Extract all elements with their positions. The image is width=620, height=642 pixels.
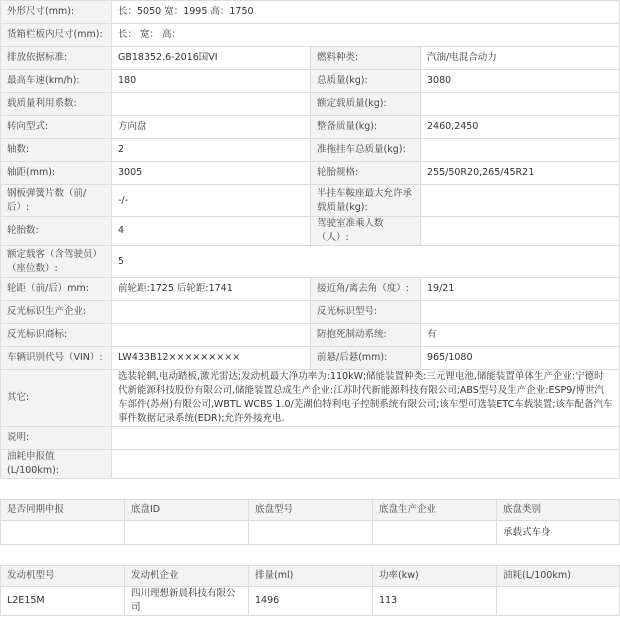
- spec-label: 反光标识生产企业:: [1, 301, 112, 324]
- chassis-header-cell: 底盘ID: [125, 500, 249, 521]
- spec-row: [1, 162, 620, 185]
- spec-value: LW433B12×××××××××: [112, 347, 311, 370]
- spec-label: 前悬/后悬(mm):: [311, 347, 421, 370]
- engine-header-cell: 发动机型号: [1, 566, 125, 587]
- chassis-header-cell: 底盘生产企业: [373, 500, 497, 521]
- spec-row: [1, 70, 620, 93]
- spec-label: 总质量(kg):: [311, 70, 421, 93]
- spec-label: 轮距（前/后）mm:: [1, 278, 112, 301]
- engine-cell: 113: [373, 587, 497, 616]
- spec-label: 驾驶室准乘人数（人）:: [311, 217, 421, 246]
- chassis-header-cell: 是否同期申报: [1, 500, 125, 521]
- spec-label: 反光标识商标:: [1, 324, 112, 347]
- spec-value: 180: [112, 70, 311, 93]
- spec-value: [421, 185, 620, 217]
- chassis-header-row: [1, 500, 620, 521]
- spec-row: [1, 427, 620, 450]
- engine-cell: 四川理想新晨科技有限公司: [125, 587, 249, 616]
- chassis-header-cell: 底盘类别: [497, 500, 620, 521]
- spec-value: 方向盘: [112, 116, 311, 139]
- spec-row: [1, 278, 620, 301]
- spec-label: 排放依据标准:: [1, 47, 112, 70]
- spec-row: [1, 139, 620, 162]
- engine-table: [0, 565, 620, 616]
- spec-value: 长： 宽： 高：: [112, 24, 620, 47]
- engine-header-cell: 排量(ml): [249, 566, 373, 587]
- spec-value: [421, 217, 620, 246]
- engine-header-row: [1, 566, 620, 587]
- spec-value: 3005: [112, 162, 311, 185]
- spec-label: 载质量利用系数:: [1, 93, 112, 116]
- spec-value: [421, 139, 620, 162]
- spec-label: 轴距(mm):: [1, 162, 112, 185]
- spec-label: 防抱死制动系统:: [311, 324, 421, 347]
- spec-label: 整备质量(kg):: [311, 116, 421, 139]
- spec-row: [1, 1, 620, 24]
- spec-value: 长：5050 宽：1995 高：1750: [112, 1, 620, 24]
- chassis-cell: [249, 521, 373, 545]
- spec-label: 其它:: [1, 370, 112, 427]
- spec-label: 说明:: [1, 427, 112, 450]
- spec-row: [1, 370, 620, 427]
- spec-row: [1, 301, 620, 324]
- spec-value: -/-: [112, 185, 311, 217]
- table-row: [1, 521, 620, 545]
- spec-row: [1, 185, 620, 217]
- spec-row: [1, 93, 620, 116]
- spec-label: 轴数:: [1, 139, 112, 162]
- spec-value: 19/21: [421, 278, 620, 301]
- chassis-table: [0, 499, 620, 545]
- spec-value: [112, 301, 311, 324]
- spec-row: [1, 324, 620, 347]
- spec-label: 额定载客（含驾驶员）（座位数）:: [1, 246, 112, 278]
- spec-value: [421, 93, 620, 116]
- spec-label: 外形尺寸(mm):: [1, 1, 112, 24]
- spec-label: 钢板弹簧片数（前/后）:: [1, 185, 112, 217]
- spec-label: 车辆识别代号（VIN）:: [1, 347, 112, 370]
- engine-cell: [497, 587, 620, 616]
- chassis-cell: 承载式车身: [497, 521, 620, 545]
- engine-cell: 1496: [249, 587, 373, 616]
- spec-row: [1, 47, 620, 70]
- spec-label: 反光标识型号:: [311, 301, 421, 324]
- chassis-cell: [125, 521, 249, 545]
- spec-value: 2: [112, 139, 311, 162]
- spec-value: [112, 427, 620, 450]
- spec-label: 货箱栏板内尺寸(mm):: [1, 24, 112, 47]
- chassis-cell: [373, 521, 497, 545]
- spec-label: 转向型式:: [1, 116, 112, 139]
- spec-label: 额定载质量(kg):: [311, 93, 421, 116]
- chassis-cell: [1, 521, 125, 545]
- spec-value: 汽油/电混合动力: [421, 47, 620, 70]
- engine-header-cell: 功率(kw): [373, 566, 497, 587]
- spec-row: [1, 24, 620, 47]
- spec-value: [112, 450, 620, 479]
- spec-label: 接近角/离去角（度）:: [311, 278, 421, 301]
- spec-value: [112, 93, 311, 116]
- engine-header-cell: 油耗(L/100km): [497, 566, 620, 587]
- section-gap: [0, 479, 620, 499]
- spec-value: 965/1080: [421, 347, 620, 370]
- spec-value: [421, 301, 620, 324]
- spec-label: 半挂车鞍座最大允许承载质量(kg):: [311, 185, 421, 217]
- spec-row: [1, 116, 620, 139]
- chassis-header-cell: 底盘型号: [249, 500, 373, 521]
- spec-value: 前轮距:1725 后轮距:1741: [112, 278, 311, 301]
- spec-value: GB18352.6-2016国VI: [112, 47, 311, 70]
- spec-label: 最高车速(km/h):: [1, 70, 112, 93]
- engine-header-cell: 发动机企业: [125, 566, 249, 587]
- spec-row: [1, 450, 620, 479]
- spec-row: [1, 246, 620, 278]
- spec-value: 有: [421, 324, 620, 347]
- table-row: [1, 587, 620, 616]
- spec-value: 4: [112, 217, 311, 246]
- spec-row: [1, 217, 620, 246]
- spec-label: 准拖挂车总质量(kg):: [311, 139, 421, 162]
- spec-label: 轮胎规格:: [311, 162, 421, 185]
- spec-value: [112, 324, 311, 347]
- spec-label: 油耗申报值(L/100km):: [1, 450, 112, 479]
- spec-value: 3080: [421, 70, 620, 93]
- spec-value: 5: [112, 246, 620, 278]
- engine-cell: L2E15M: [1, 587, 125, 616]
- spec-value: 选装轮辋,电动踏板,激光雷达;发动机最大净功率为:110kW;储能装置种类:三元锂电池,储能装置单体生产企业:宁德时代新能源科技股份有限公司,储能装置总成生产企业:江苏时代新能源科技有限公司;ABS型号及生产企业:ESP9/博世汽车部件(苏州)有限公司,WBTL WCBS 1.0/芜湖伯特利电子控制系统有限公司;该车型可选装ETC车载装置;该车配备汽车事件数据记录系统(EDR);允许外接充电.: [112, 370, 620, 427]
- section-gap: [0, 545, 620, 565]
- spec-row: [1, 347, 620, 370]
- spec-value: 2460,2450: [421, 116, 620, 139]
- spec-label: 轮胎数:: [1, 217, 112, 246]
- spec-label: 燃料种类:: [311, 47, 421, 70]
- spec-value: 255/50R20,265/45R21: [421, 162, 620, 185]
